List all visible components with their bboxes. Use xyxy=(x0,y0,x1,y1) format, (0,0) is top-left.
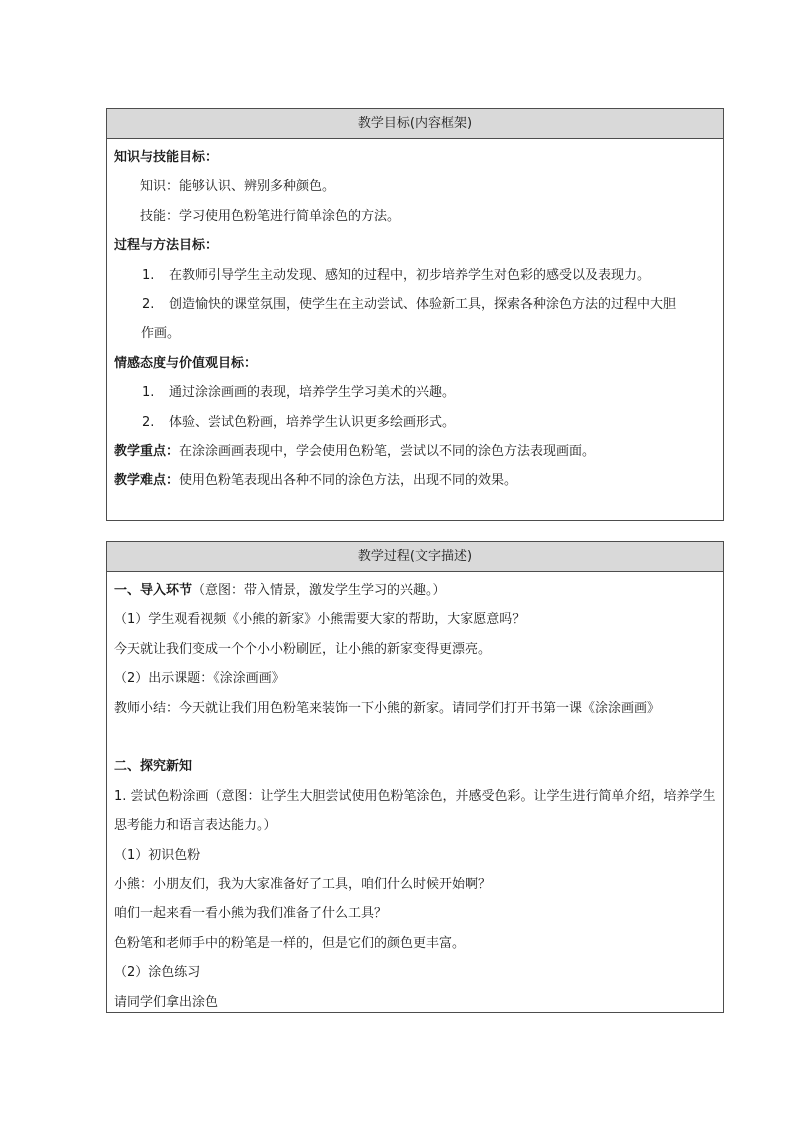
part2-line: 色粉笔和老师手中的粉笔是一样的，但是它们的颜色更丰富。 xyxy=(114,935,466,951)
process-item xyxy=(114,261,717,290)
difficulty-label: 教学难点： xyxy=(114,473,180,489)
part2-line: （2）涂色练习 xyxy=(114,965,201,981)
teaching-process-table xyxy=(106,541,724,1013)
emotion-item xyxy=(114,378,717,407)
goals-content xyxy=(107,139,723,496)
emotion-item-number: 1. xyxy=(142,385,155,401)
knowledge-item: 知识：能够认识、辨别多种颜色。 xyxy=(140,179,336,195)
key-point-text: 在涂涂画画表现中，学会使用色粉笔，尝试以不同的涂色方法表现画面。 xyxy=(179,444,596,460)
difficulty-point xyxy=(114,466,717,495)
part1-line: （1）学生观看视频《小熊的新家》小熊需要大家的帮助，大家愿意吗？ xyxy=(114,612,526,628)
emotion-title: 情感态度与价值观目标： xyxy=(114,355,258,371)
process-content xyxy=(107,572,723,1017)
part1-line: （2）出示课题：《涂涂画画》 xyxy=(114,671,285,687)
knowledge-title: 知识与技能目标： xyxy=(114,150,219,165)
part2-paragraph: 1. 尝试色粉涂画（意图：让学生大胆尝试使用色粉笔涂色，并感受色彩。让学生进行简单介绍，培养学生思考能力和语言表达能力。） xyxy=(114,788,716,834)
process-header: 教学过程(文字描述) xyxy=(107,542,723,572)
part2-line: 请同学们拿出涂色 xyxy=(114,994,219,1010)
spacer xyxy=(114,723,717,752)
process-item-number: 1. xyxy=(142,267,155,283)
part2-line: 小熊：小朋友们，我为大家准备好了工具，咱们什么时候开始啊？ xyxy=(114,877,492,893)
skill-item: 技能：学习使用色粉笔进行简单涂色的方法。 xyxy=(140,208,401,224)
process-item-number: 2. xyxy=(142,297,155,313)
key-point xyxy=(114,437,717,466)
part2-line: （1）初识色粉 xyxy=(114,847,201,863)
process-title: 过程与方法目标： xyxy=(114,238,219,254)
difficulty-text: 使用色粉笔表现出各种不同的涂色方法，出现不同的效果。 xyxy=(179,473,518,489)
goals-header: 教学目标(内容框架) xyxy=(107,109,723,139)
teaching-goals-table xyxy=(106,108,724,521)
part1-title: 一、导入环节 xyxy=(114,583,193,598)
part1-note: （意图：带入情景，激发学生学习的兴趣。） xyxy=(192,583,446,598)
emotion-item-text: 通过涂涂画画的表现，培养学生学习美术的兴趣。 xyxy=(169,385,456,401)
part2-line: 咱们一起来看一看小熊为我们准备了什么工具？ xyxy=(114,906,388,922)
part1-line: 今天就让我们变成一个个小小粉刷匠，让小熊的新家变得更漂亮。 xyxy=(114,641,492,657)
part1-line: 教师小结：今天就让我们用色粉笔来装饰一下小熊的新家。请同学们打开书第一课《涂涂画画》 xyxy=(114,700,661,716)
key-point-label: 教学重点： xyxy=(114,444,180,460)
emotion-item-number: 2. xyxy=(142,414,155,430)
emotion-item-text: 体验、尝试色粉画，培养学生认识更多绘画形式。 xyxy=(169,414,456,430)
emotion-item xyxy=(114,408,717,437)
part1-heading xyxy=(114,576,717,605)
process-item-text: 在教师引导学生主动发现、感知的过程中，初步培养学生对色彩的感受以及表现力。 xyxy=(169,267,651,283)
part2-title: 二、探究新知 xyxy=(114,759,193,775)
process-item xyxy=(114,290,717,319)
process-item-continuation: 作画。 xyxy=(141,326,181,342)
process-item-text: 创造愉快的课堂氛围，使学生在主动尝试、体验新工具，探索各种涂色方法的过程中大胆 xyxy=(169,297,677,313)
